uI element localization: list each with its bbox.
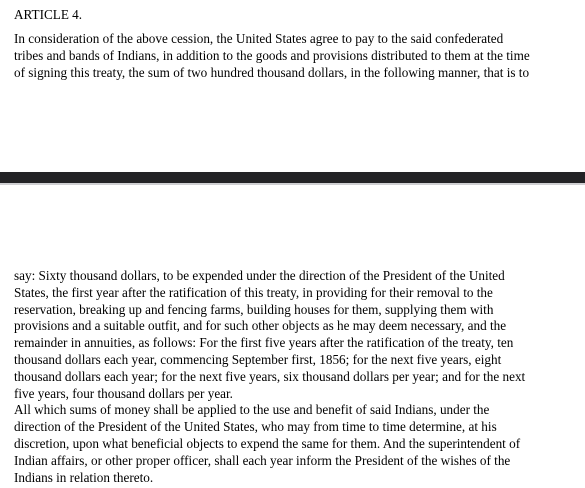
article-heading: ARTICLE 4. [14, 7, 83, 22]
paragraph-continuation [14, 268, 525, 486]
text-line: five years, four thousand dollars per year. [14, 385, 233, 401]
text-line: reservation, breaking up and fencing farms, building houses for them, supplying them with [14, 301, 494, 317]
text-line: tribes and bands of Indians, in addition to the goods and provisions distributed to them at the time [14, 47, 530, 63]
text-line: of signing this treaty, the sum of two hundred thousand dollars, in the following manner, that is to [14, 64, 530, 80]
text-line: remainder in annuities, as follows: For the first five years after the ratification of the treaty, ten [14, 335, 514, 351]
text-line: say: Sixty thousand dollars, to be expended under the direction of the President of the United [14, 268, 505, 283]
text-line: All which sums of money shall be applied to the use and benefit of said Indians, under the [14, 402, 490, 418]
text-line: In consideration of the above cession, the United States agree to pay to the said confederated [14, 31, 504, 46]
page-break-bar [0, 172, 585, 183]
paragraph-top [14, 31, 530, 81]
text-line: thousand dollars each year, commencing September first, 1856; for the next five years, eight [14, 351, 502, 367]
text-line: provisions and a suitable outfit, and for such other objects as he may deem necessary, and the [14, 318, 507, 334]
text-line: thousand dollars each year; for the next five years, six thousand dollars per year; and for the next [14, 368, 526, 384]
text-line: discretion, upon what beneficial objects to expend the same for them. And the superintendent of [14, 435, 521, 451]
page-break-shadow [0, 183, 585, 185]
text-line: direction of the President of the United States, who may from time to time determine, at his [14, 419, 497, 435]
text-line: States, the first year after the ratification of this treaty, in providing for their removal to the [14, 284, 493, 300]
text-line: Indians in relation thereto. [14, 469, 154, 485]
text-line: Indian affairs, or other proper officer, shall each year inform the President of the wishes of the [14, 452, 511, 468]
